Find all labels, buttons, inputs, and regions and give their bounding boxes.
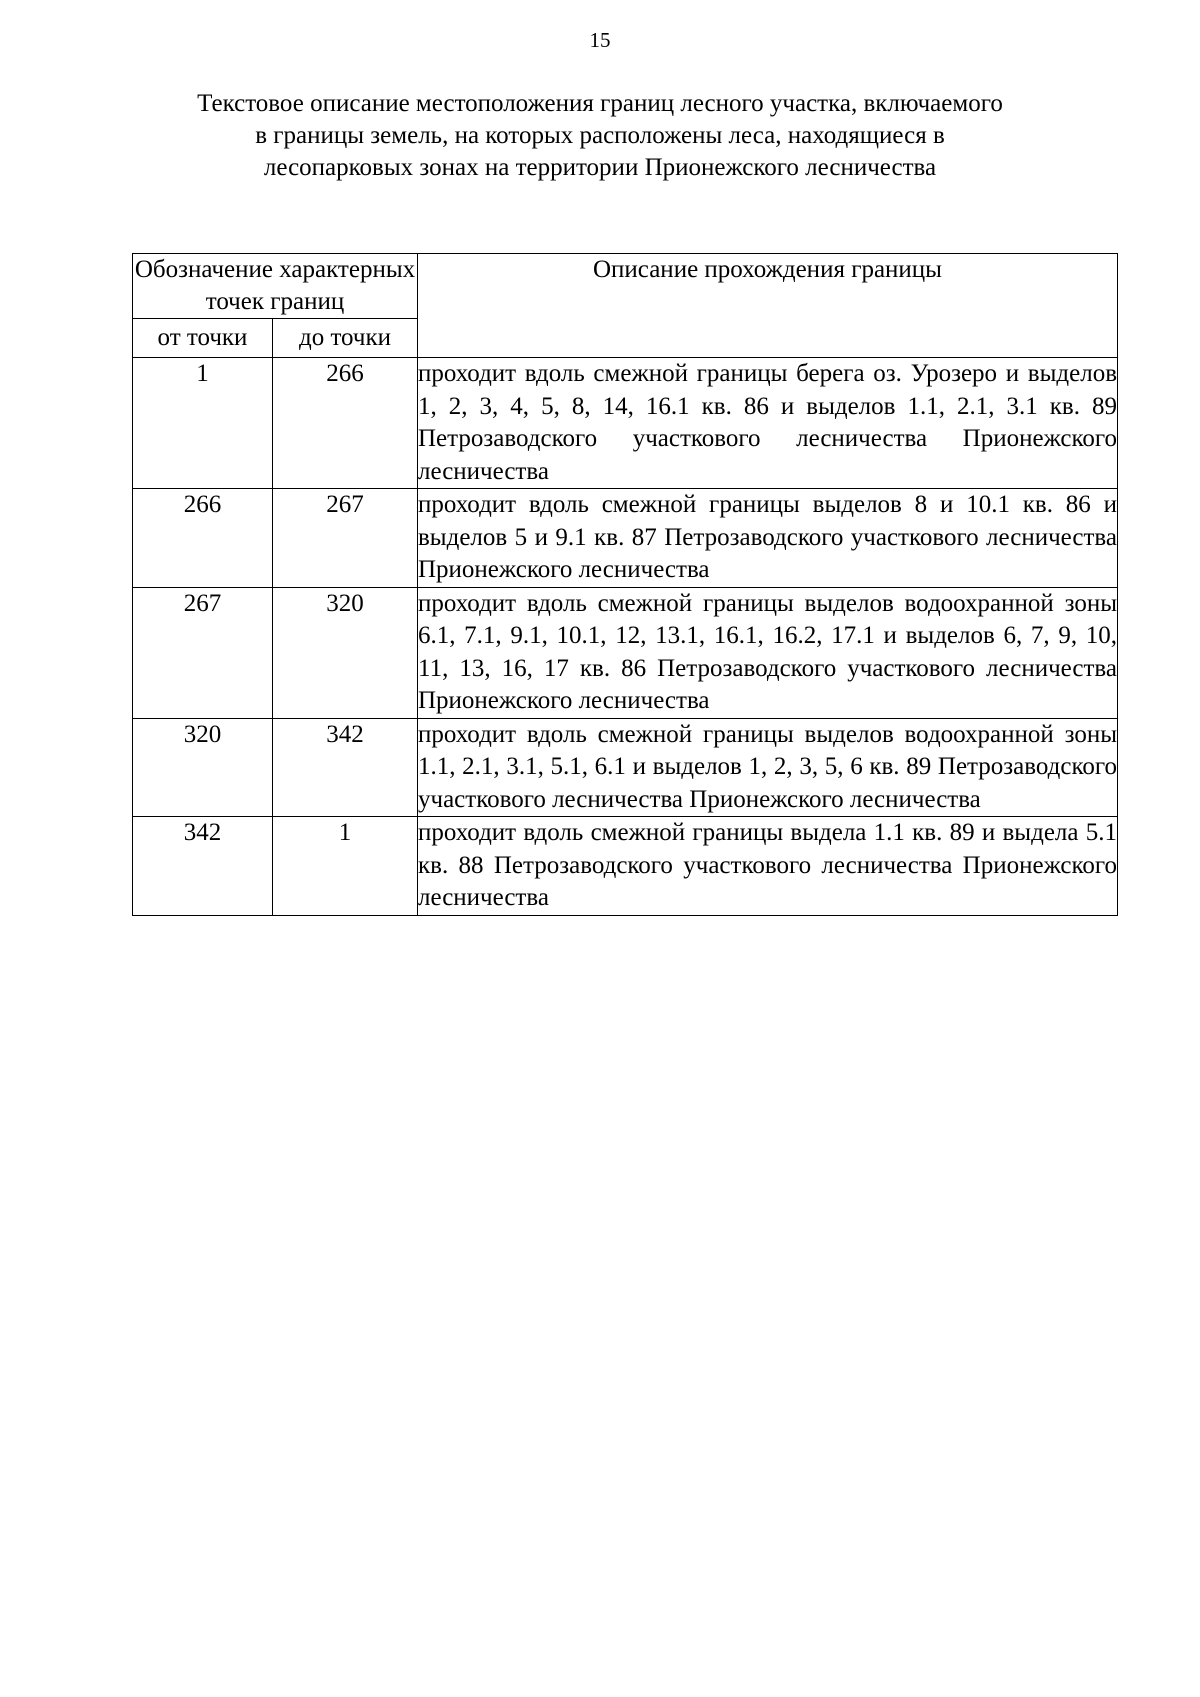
- from-point-cell: 320: [133, 718, 273, 817]
- description-cell: проходит вдоль смежной границы выделов водоохранной зоны 6.1, 7.1, 9.1, 10.1, 12, 13.1, 16.1, 16.2, 17.1 и выделов 6, 7, 9, 10, 11, 13, 16, 17 кв. 86 Петрозаводского участкового лесничества Прионежского лесничества: [418, 587, 1118, 718]
- description-cell: проходит вдоль смежной границы выделов водоохранной зоны 1.1, 2.1, 3.1, 5.1, 6.1 и выделов 1, 2, 3, 5, 6 кв. 89 Петрозаводского участкового лесничества Прионежского лесничества: [418, 718, 1118, 817]
- table-row: [133, 718, 1118, 817]
- to-point-cell: 342: [273, 718, 418, 817]
- boundary-table: [132, 253, 1118, 916]
- header-description: Описание прохождения границы: [418, 254, 1118, 358]
- from-point-cell: 267: [133, 587, 273, 718]
- title-line-3: лесопарковых зонах на территории Прионежского лесничества: [263, 154, 937, 181]
- table-row: [133, 358, 1118, 489]
- from-point-cell: 1: [133, 358, 273, 489]
- description-cell: проходит вдоль смежной границы берега оз. Урозеро и выделов 1, 2, 3, 4, 5, 8, 14, 16.1 кв. 86 и выделов 1.1, 2.1, 3.1 кв. 89 Петрозаводского участкового лесничества Прионежского лесничества: [418, 358, 1118, 489]
- table-row: [133, 817, 1118, 916]
- to-point-cell: 320: [273, 587, 418, 718]
- description-cell: проходит вдоль смежной границы выдела 1.1 кв. 89 и выдела 5.1 кв. 88 Петрозаводского участкового лесничества Прионежского лесничества: [418, 817, 1118, 916]
- header-from-point: от точки: [133, 319, 273, 358]
- title-line-1: Текстовое описание местоположения границ лесного участка, включаемого: [197, 90, 1003, 117]
- to-point-cell: 267: [273, 489, 418, 588]
- from-point-cell: 342: [133, 817, 273, 916]
- to-point-cell: 1: [273, 817, 418, 916]
- page-number: 15: [589, 28, 611, 52]
- header-to-point: до точки: [273, 319, 418, 358]
- description-cell: проходит вдоль смежной границы выделов 8 и 10.1 кв. 86 и выделов 5 и 9.1 кв. 87 Петрозаводского участкового лесничества Прионежского лесничества: [418, 489, 1118, 588]
- from-point-cell: 266: [133, 489, 273, 588]
- table-row: [133, 489, 1118, 588]
- header-points-group: Обозначение характерных точек границ: [133, 254, 418, 319]
- to-point-cell: 266: [273, 358, 418, 489]
- table-header-row: [133, 254, 1118, 319]
- table-row: [133, 587, 1118, 718]
- document-title: [0, 88, 1200, 184]
- title-line-2: в границы земель, на которых расположены леса, находящиеся в: [255, 122, 945, 149]
